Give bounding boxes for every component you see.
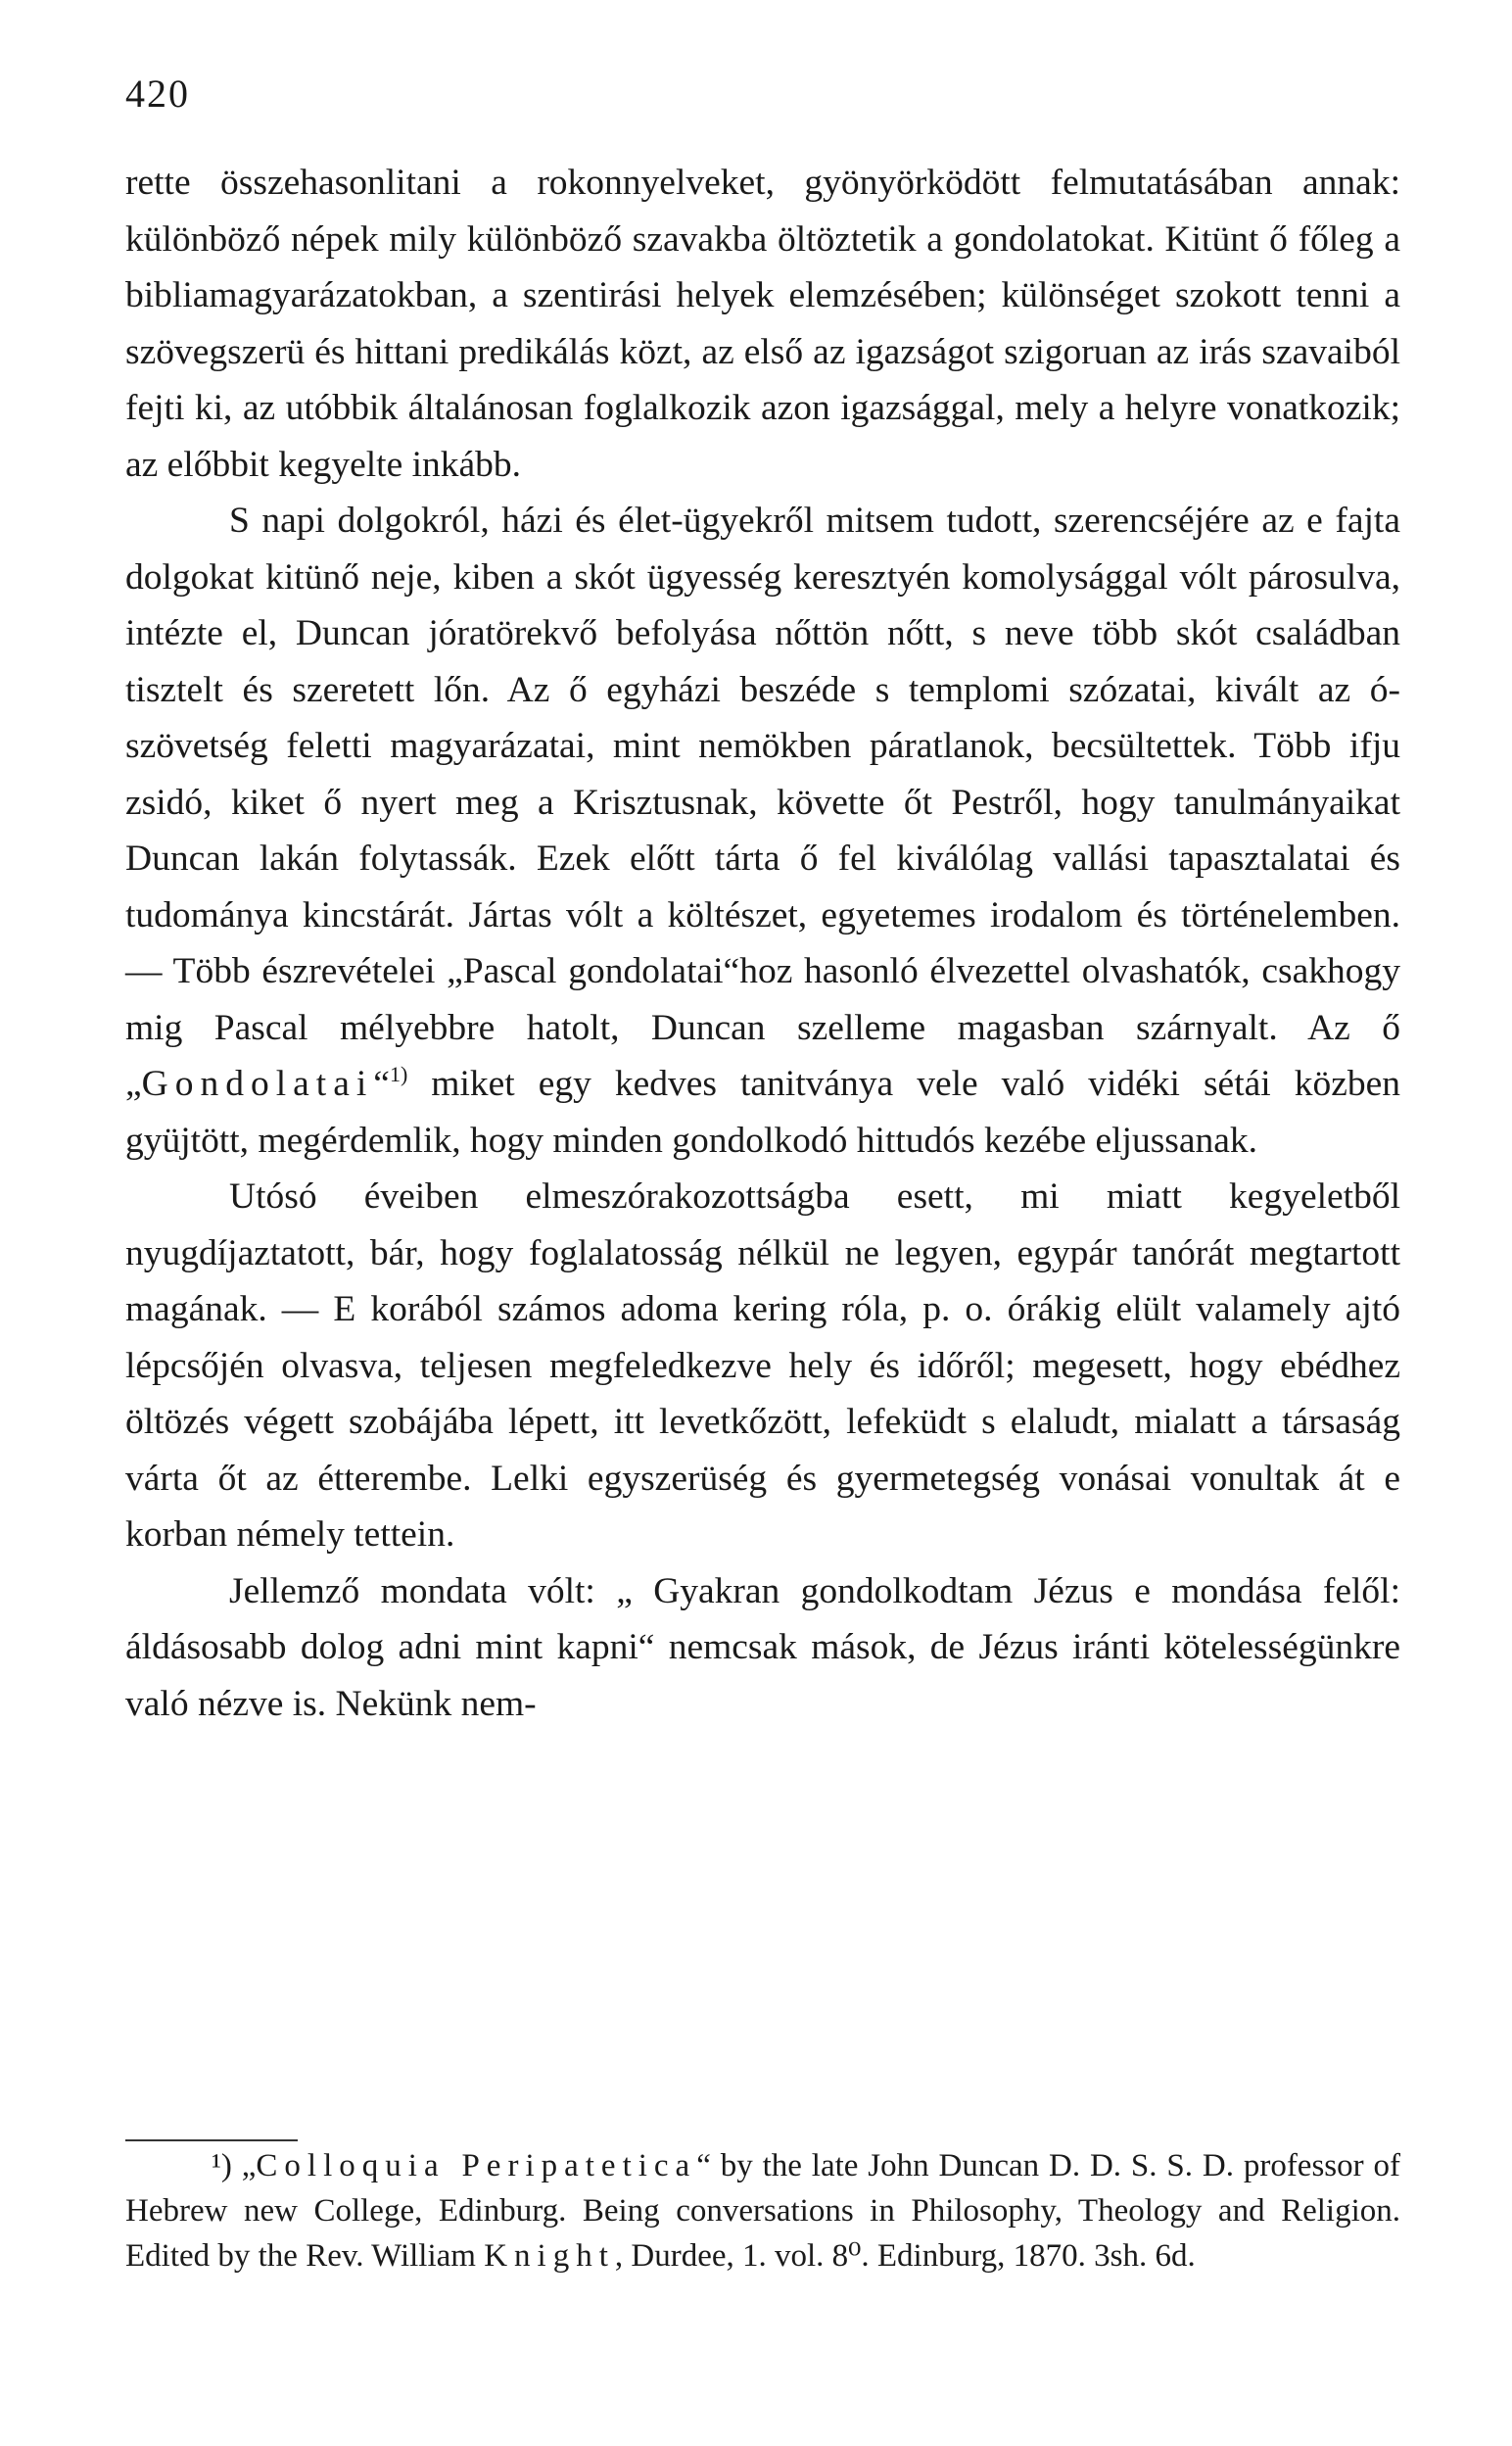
paragraph-1 [125, 155, 1400, 493]
footnote-book-title: Colloquia Peripatetica [256, 2148, 697, 2183]
footnote-paragraph [125, 2143, 1400, 2278]
footnote [125, 2143, 1400, 2278]
paragraph-4 [125, 1563, 1400, 1733]
footnote-editor-name: Knight [484, 2238, 615, 2274]
footnote-divider [125, 2139, 298, 2141]
paragraph-2-text: S napi dolgokról, házi és élet-ügyekről mitsem tudott, szerencséjére az e fajta dolgokat kitünő neje, kiben a skót ügyesség keresztyén komolysággal vólt párosulva, intézte el, Duncan jóratörekvő befolyása nőttön nőtt, s neve több skót családban tisztelt és szeretett lőn. Az ő egyházi beszéde s templomi szózatai, kivált az ó-szövetség feletti magyarázatai, mint nemökben páratlanok, becsültettek. Több ifju zsidó, kiket ő nyert meg a Krisztusnak, követte őt Pestről, hogy tanulmányaikat Duncan lakán folytassák. Ezek előtt tárta ő fel kiválólag vallási tapasztalatai és tudománya kincstárát. Jártas vólt a költészet, egyetemes irodalom és történelemben. — Több észrevételei „Pascal gondolatai“hoz hasonló élvezettel olvashatók, csakhogy mig Pascal mélyebbre hatolt, Duncan szelleme magasban szárnyalt. Az ő „ [125, 501, 1400, 1104]
footnote-reference[interactable]: 1) [389, 1062, 408, 1086]
page-number: 420 [125, 72, 190, 116]
paragraph-3-text: Utósó éveiben elmeszórakozottságba esett, mi miatt kegyeletből nyugdíjaztatott, bár, hogy foglalatosság nélkül ne legyen, egypár tanórát megtartott magának. — E korából számos adoma kering róla, p. o. órákig elült valamely ajtó lépcsőjén olvasva, teljesen megfeledkezve hely és időről; megesett, hogy ebédhez öltözés végett szobájába lépett, itt levetkőzött, lefeküdt s elaludt, mialatt a társaság várta őt az étterembe. Lelki egyszerüség és gyermetegség vonásai vonultak át e korban némely tettein. [125, 1176, 1400, 1555]
footnote-text-a: “ by the late John Duncan D. D. S. S. D. professor of Hebrew new College, Edinburg. Being conversations in Philosophy, Theology and Religion. Edited by the Rev. William [125, 2148, 1400, 2274]
closing-quote: “ [373, 1064, 390, 1104]
footnote-open-quote: „ [241, 2148, 257, 2183]
footnote-mark: ¹) [212, 2148, 232, 2183]
paragraph-1-text: rette összehasonlitani a rokonnyelveket, gyönyörködött felmutatásában annak: különböző népek mily különböző szavakba öltöztetik a gondolatokat. Kitünt ő főleg a bibliamagyarázatokban, a szentirási helyek elemzésében; különséget szokott tenni a szövegszerü és hittani predikálás közt, az első az igazságot szigoruan az irás szavaiból fejti ki, az utóbbik általánosan foglalkozik azon igazsággal, mely a helyre vonatkozik; az előbbit kegyelte inkább. [125, 163, 1400, 485]
spaced-title-gondolatai: Gondolatai [141, 1064, 374, 1104]
paragraph-3 [125, 1169, 1400, 1563]
footnote-text-b: , Durdee, 1. vol. 8⁰. Edinburg, 1870. 3sh. 6d. [614, 2238, 1196, 2274]
paragraph-2-tail: miket egy kedves tanitványa vele való vidéki sétái közben gyüjtött, megérdemlik, hogy minden gondolkodó hittudós kezébe eljussanak. [125, 1064, 1400, 1161]
paragraph-4-text: Jellemző mondata vólt: „ Gyakran gondolkodtam Jézus e mondása felől: áldásosabb dolog adni mint kapni“ nemcsak mások, de Jézus iránti kötelességünkre való nézve is. Nekünk nem- [125, 1570, 1400, 1724]
main-text [125, 155, 1400, 1732]
paragraph-2 [125, 493, 1400, 1169]
